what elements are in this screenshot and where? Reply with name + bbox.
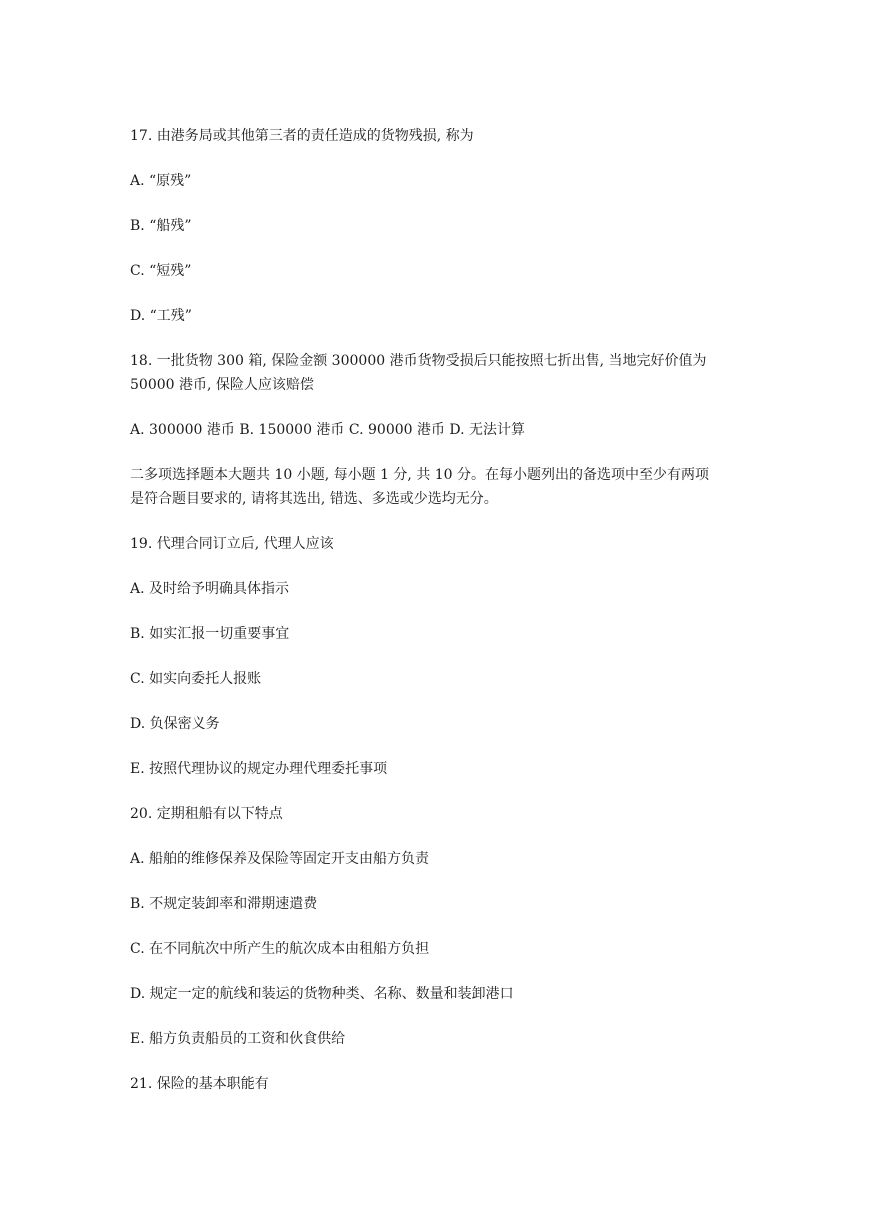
section-2-instructions-line1: 二多项选择题本大题共 10 小题, 每小题 1 分, 共 10 分。在每小题列出的备选项中至少有两项 bbox=[130, 467, 710, 483]
question-17-stem: 17. 由港务局或其他第三者的责任造成的货物残损, 称为 bbox=[130, 128, 474, 144]
question-17-option-c: C. “短残” bbox=[130, 263, 192, 279]
question-17-option-a: A. “原残” bbox=[130, 173, 192, 189]
question-20-option-c: C. 在不同航次中所产生的航次成本由租船方负担 bbox=[130, 941, 430, 957]
section-2-instructions-line2: 是符合题目要求的, 请将其选出, 错选、多选或少选均无分。 bbox=[130, 491, 498, 507]
question-17-option-d: D. “工残” bbox=[130, 308, 192, 324]
question-19-option-c: C. 如实向委托人报账 bbox=[130, 671, 262, 687]
question-18-options: A. 300000 港币 B. 150000 港币 C. 90000 港币 D. 无法计算 bbox=[130, 422, 526, 438]
question-18-stem-line1: 18. 一批货物 300 箱, 保险金额 300000 港币货物受损后只能按照七折出售, 当地完好价值为 bbox=[130, 353, 707, 369]
question-20-option-e: E. 船方负责船员的工资和伙食供给 bbox=[130, 1031, 346, 1047]
question-19-stem: 19. 代理合同订立后, 代理人应该 bbox=[130, 536, 334, 552]
question-21-stem: 21. 保险的基本职能有 bbox=[130, 1076, 269, 1092]
document-page bbox=[130, 124, 750, 1096]
question-20-option-d: D. 规定一定的航线和装运的货物种类、名称、数量和装卸港口 bbox=[130, 986, 514, 1002]
question-19-option-e: E. 按照代理协议的规定办理代理委托事项 bbox=[130, 761, 388, 777]
question-20-option-b: B. 不规定装卸率和滞期速遣费 bbox=[130, 896, 318, 912]
question-19-option-a: A. 及时给予明确具体指示 bbox=[130, 581, 290, 597]
question-18-stem-line2: 50000 港币, 保险人应该赔偿 bbox=[130, 377, 314, 393]
question-20-stem: 20. 定期租船有以下特点 bbox=[130, 806, 283, 822]
question-19-option-d: D. 负保密义务 bbox=[130, 716, 220, 732]
question-20-option-a: A. 船舶的维修保养及保险等固定开支由船方负责 bbox=[130, 851, 430, 867]
question-17-option-b: B. “船残” bbox=[130, 218, 192, 234]
question-19-option-b: B. 如实汇报一切重要事宜 bbox=[130, 626, 290, 642]
